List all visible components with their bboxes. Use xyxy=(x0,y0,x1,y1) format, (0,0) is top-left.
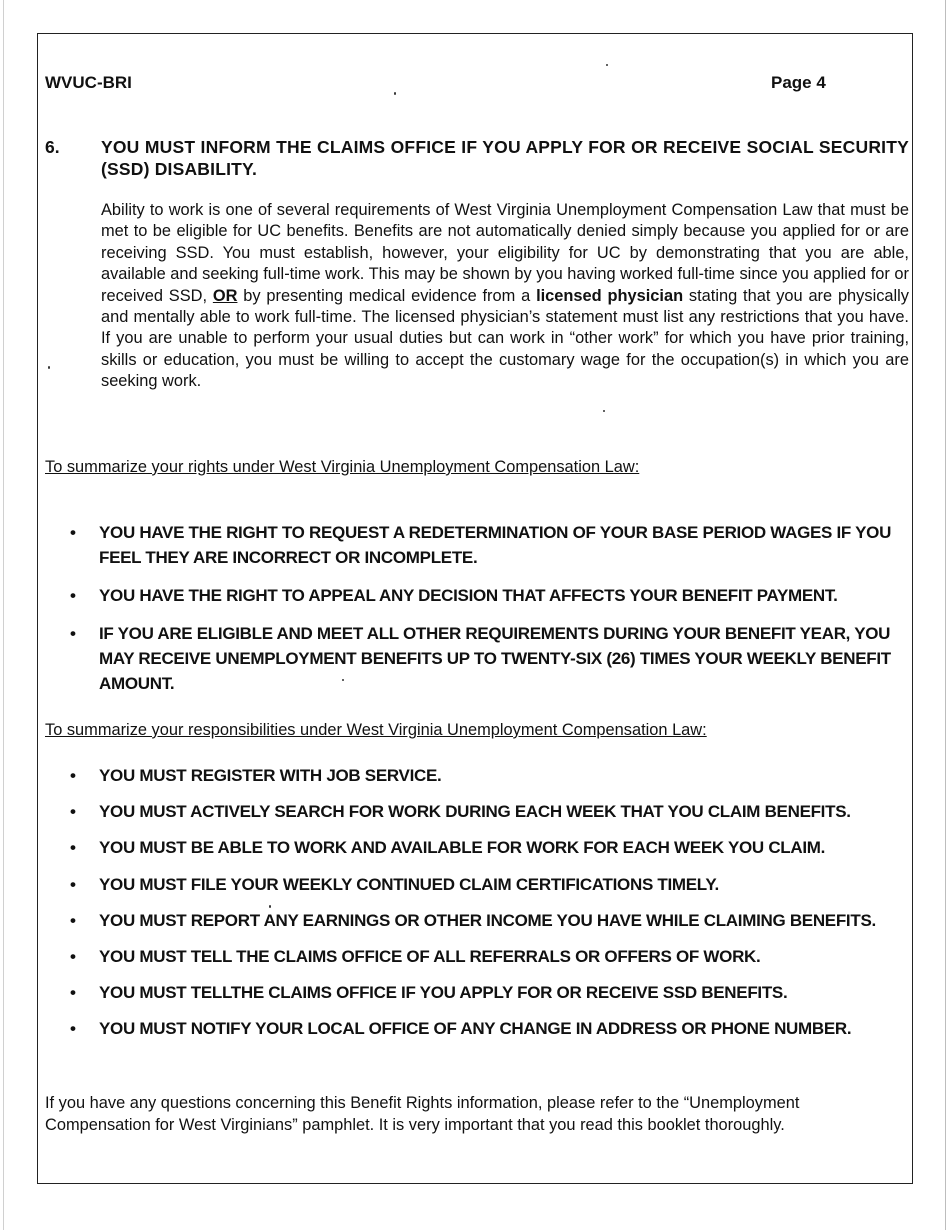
scan-edge-right xyxy=(945,0,946,1230)
scan-speck xyxy=(48,366,50,369)
rights-item-text: IF YOU ARE ELIGIBLE AND MEET ALL OTHER REQUIREMENTS DURING YOUR BENEFIT YEAR, YOU MAY RECEIVE UNEMPLOYMENT BENEFITS UP TO TWENTY-SIX (26) TIMES YOUR WEEKLY BENEFIT AMOUNT. xyxy=(99,624,891,693)
responsibility-item-text: YOU MUST NOTIFY YOUR LOCAL OFFICE OF ANY CHANGE IN ADDRESS OR PHONE NUMBER. xyxy=(99,1019,852,1039)
responsibilities-heading: To summarize your responsibilities under West Virginia Unemployment Compensation Law: xyxy=(45,721,707,739)
scan-speck xyxy=(603,410,605,412)
body-or-emphasis: OR xyxy=(212,286,238,305)
responsibility-item xyxy=(70,944,910,969)
responsibility-item xyxy=(70,799,910,824)
rights-item-text: YOU HAVE THE RIGHT TO REQUEST A REDETERMINATION OF YOUR BASE PERIOD WAGES IF YOU FEEL THEY ARE INCORRECT OR INCOMPLETE. xyxy=(99,523,892,567)
rights-item xyxy=(70,621,910,696)
bullet: • xyxy=(70,766,76,785)
bullet: • xyxy=(70,523,76,542)
scan-speck xyxy=(606,64,608,66)
responsibility-item-text: YOU MUST TELLTHE CLAIMS OFFICE IF YOU APPLY FOR OR RECEIVE SSD BENEFITS. xyxy=(99,983,788,1003)
responsibility-item xyxy=(70,1016,910,1041)
responsibility-item-text: YOU MUST ACTIVELY SEARCH FOR WORK DURING EACH WEEK THAT YOU CLAIM BENEFITS. xyxy=(99,802,851,822)
bullet: • xyxy=(70,983,76,1003)
responsibility-item xyxy=(70,763,910,788)
responsibility-item xyxy=(70,835,910,860)
rights-item-text: YOU HAVE THE RIGHT TO APPEAL ANY DECISION THAT AFFECTS YOUR BENEFIT PAYMENT. xyxy=(99,586,838,605)
scan-speck xyxy=(342,679,344,681)
responsibilities-list xyxy=(70,763,910,1053)
bullet: • xyxy=(70,1019,76,1039)
rights-item xyxy=(70,520,910,570)
bullet: • xyxy=(70,802,76,822)
scan-speck xyxy=(394,92,396,95)
bullet: • xyxy=(70,874,76,894)
responsibility-item xyxy=(70,980,910,1005)
body-text-2: by presenting medical evidence from a xyxy=(243,286,531,305)
section-number: 6. xyxy=(45,137,60,157)
bullet: • xyxy=(70,910,76,930)
body-text-3: stating that you are physically and mentally able to work full-time. The licensed physician’s statement must list any restrictions that you have. If you are unable to perform your usual duties but can work in “other work” for which you have prior training, skills or education, you must be willing to accept the customary wage for the occupation(s) in which you are seeking work. xyxy=(101,286,909,391)
page-number: Page 4 xyxy=(771,73,826,92)
bullet: • xyxy=(70,586,76,605)
section-body xyxy=(101,200,909,393)
bullet: • xyxy=(70,838,76,858)
form-id: WVUC-BRI xyxy=(45,73,132,92)
bullet: • xyxy=(70,624,76,643)
responsibility-item xyxy=(70,872,910,897)
rights-item xyxy=(70,583,910,608)
scan-speck xyxy=(269,905,271,908)
responsibility-item xyxy=(70,908,910,933)
section-title: YOU MUST INFORM THE CLAIMS OFFICE IF YOU APPLY FOR OR RECEIVE SOCIAL SECURITY (SSD) DISABILITY. xyxy=(101,137,909,179)
rights-list xyxy=(70,520,910,709)
responsibility-item-text: YOU MUST TELL THE CLAIMS OFFICE OF ALL REFERRALS OR OFFERS OF WORK. xyxy=(99,946,761,966)
responsibility-item-text: YOU MUST REPORT ANY EARNINGS OR OTHER INCOME YOU HAVE WHILE CLAIMING BENEFITS. xyxy=(99,910,876,930)
body-licensed-physician: licensed physician xyxy=(536,286,684,305)
bullet: • xyxy=(70,946,76,966)
responsibility-item-text: YOU MUST REGISTER WITH JOB SERVICE. xyxy=(99,766,442,785)
responsibility-item-text: YOU MUST BE ABLE TO WORK AND AVAILABLE FOR WORK FOR EACH WEEK YOU CLAIM. xyxy=(99,838,826,858)
closing-paragraph: If you have any questions concerning this Benefit Rights information, please refer to the “Unemployment Compensation for West Virginians” pamphlet. It is very important that you read this booklet thoroughly. xyxy=(45,1094,800,1134)
scan-edge-left xyxy=(3,0,4,1230)
rights-heading: To summarize your rights under West Virginia Unemployment Compensation Law: xyxy=(45,458,640,476)
body-text-1: Ability to work is one of several requirements of West Virginia Unemployment Compensation Law that must be met to be eligible for UC benefits. Benefits are not automatically denied simply because you applied for or are receiving SSD. You must establish, however, your eligibility for UC by demonstrating that you are able, available and seeking full-time work. This may be shown by you having worked full-time since you applied for or received SSD, xyxy=(101,201,909,305)
responsibility-item-text: YOU MUST FILE YOUR WEEKLY CONTINUED CLAIM CERTIFICATIONS TIMELY. xyxy=(99,874,719,894)
